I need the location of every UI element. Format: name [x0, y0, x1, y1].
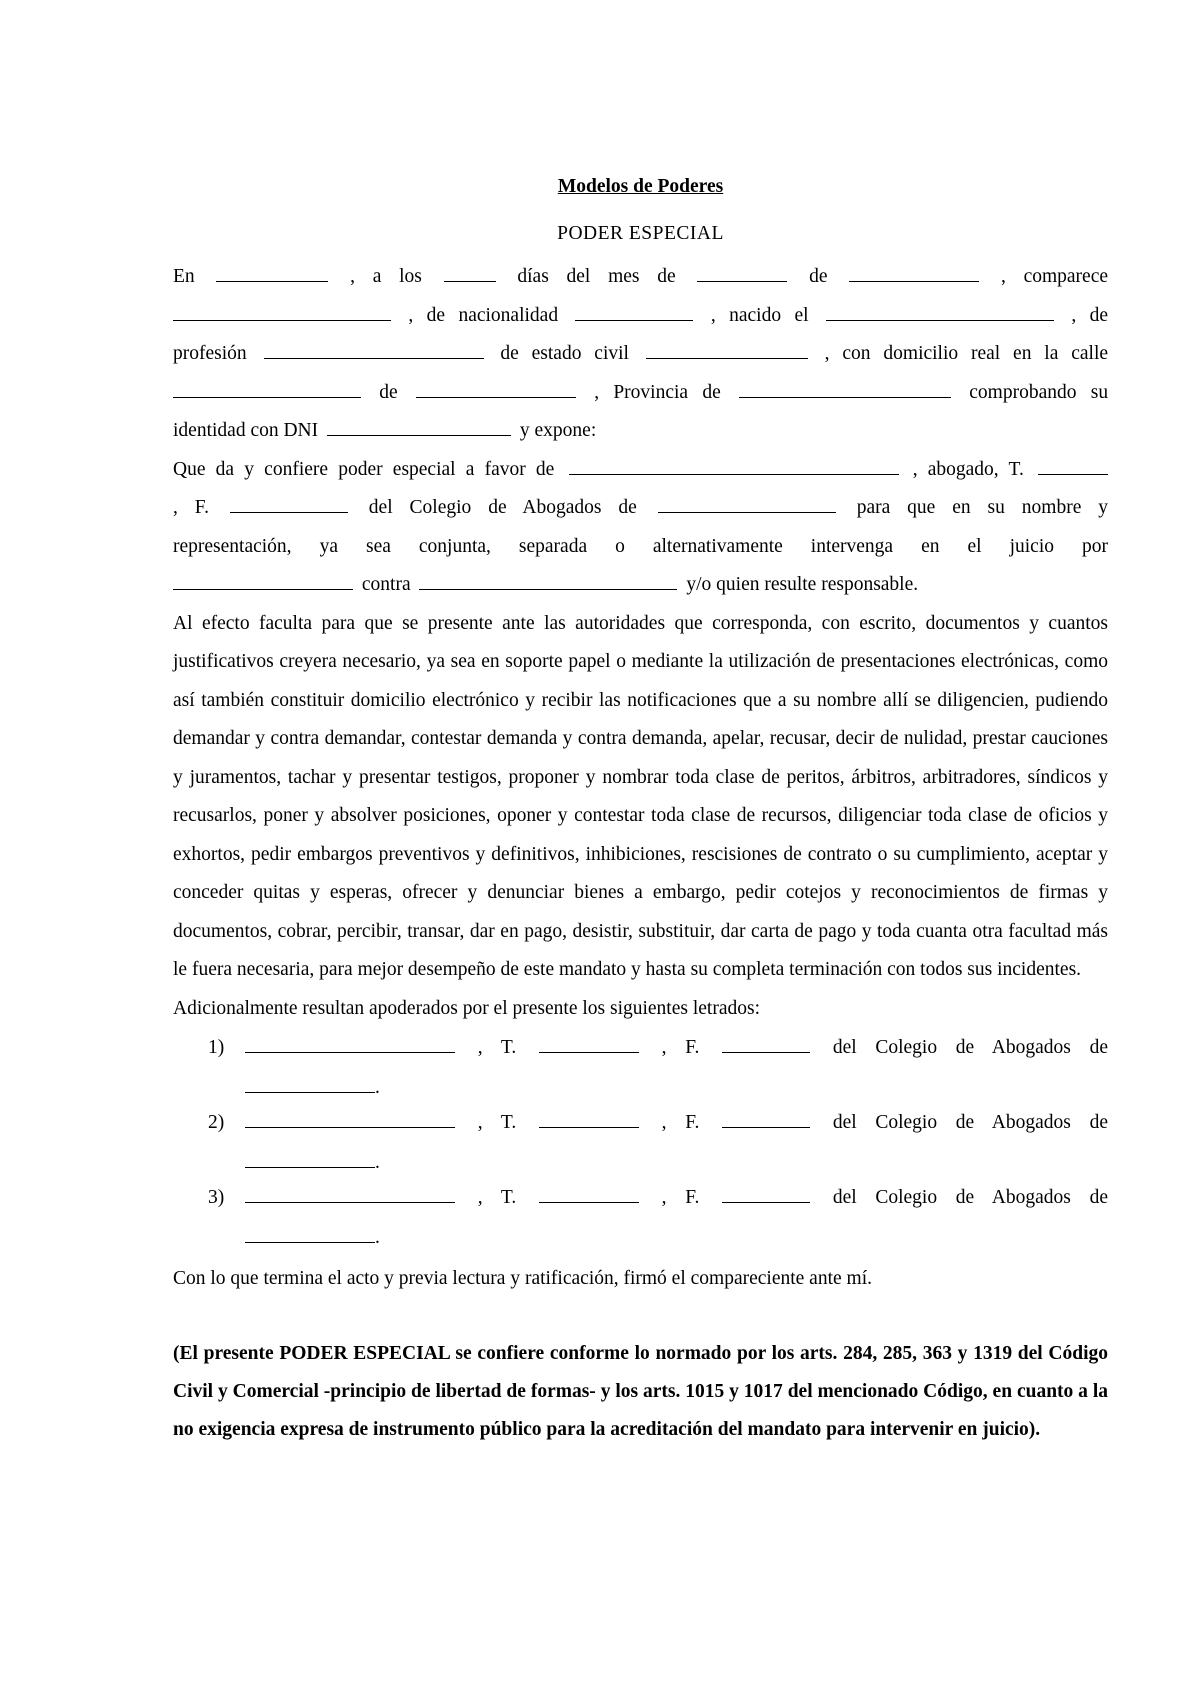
blank-letrado-t[interactable] — [539, 1111, 639, 1128]
text-f: , F. — [173, 497, 209, 518]
text-de: , de — [1071, 304, 1109, 326]
list-item: 2) , T. , F. del Colegio de Abogados de . — [173, 1103, 1108, 1183]
blank-letrado-f[interactable] — [722, 1111, 810, 1128]
legal-note: (El presente PODER ESPECIAL se confiere conforme lo normado por los arts. 284, 285, 363 y 1319 del Código Civil y Comercial -principio de libertad de formas- y los arts. 1015 y 1017 del mencionado Código, en cuanto a la no exigencia expresa de instrumento público para la acreditación del mandato para intervenir en juicio). — [173, 1342, 1108, 1440]
blank-dni[interactable] — [327, 419, 511, 436]
blank-letrado-colegio[interactable] — [245, 1076, 375, 1093]
text-de: de — [809, 266, 828, 287]
text-a-los: , a los — [350, 266, 422, 287]
intro-line-4 — [173, 374, 1108, 413]
blank-colegio[interactable] — [658, 496, 836, 513]
text-f: , F. — [661, 1187, 700, 1208]
text-t: , T. — [477, 1187, 517, 1208]
adicional-text: Adicionalmente resultan apoderados por el presente los siguientes letrados: — [173, 997, 760, 1019]
blank-civil-status[interactable] — [646, 342, 808, 359]
blank-year[interactable] — [849, 265, 979, 282]
text-colegio: del Colegio de Abogados de — [832, 1037, 1108, 1058]
text-t: , T. — [477, 1112, 517, 1133]
text-de: de — [379, 381, 398, 403]
intro-line-3 — [173, 335, 1108, 374]
list-item: 1) , T. , F. del Colegio de Abogados de . — [173, 1028, 1108, 1108]
text-colegio: del Colegio de Abogados de — [832, 1112, 1108, 1133]
favor-line-1 — [173, 451, 1108, 490]
text-colegio: del Colegio de Abogados de — [368, 497, 637, 518]
blank-letrado-f[interactable] — [722, 1186, 810, 1203]
intro-line-1 — [173, 258, 1108, 297]
list-item: 3) , T. , F. del Colegio de Abogados de . — [173, 1178, 1108, 1258]
blank-nationality[interactable] — [575, 304, 693, 321]
text-dias: días del mes de — [517, 266, 676, 287]
document-title: Modelos de Poderes — [557, 176, 724, 197]
text-para: para que en su nombre y — [856, 497, 1109, 518]
blank-name[interactable] — [173, 304, 391, 321]
list-number: 1) — [208, 1037, 225, 1058]
text-contra: contra — [361, 574, 411, 595]
text-expone: y expone: — [519, 420, 597, 441]
blank-letrado-colegio[interactable] — [245, 1226, 375, 1243]
text-nacionalidad: , de nacionalidad — [408, 304, 559, 326]
blank-place[interactable] — [216, 265, 328, 282]
blank-lawyer-t[interactable] — [1038, 458, 1108, 475]
blank-case[interactable] — [173, 573, 353, 590]
blank-letrado-colegio[interactable] — [245, 1151, 375, 1168]
text-identidad: identidad con DNI — [173, 420, 319, 441]
blank-letrado-t[interactable] — [539, 1186, 639, 1203]
intro-line-2 — [173, 297, 1108, 336]
document-page — [173, 150, 1108, 1449]
blank-letrado-name[interactable] — [245, 1111, 455, 1128]
text-profesion: profesión — [173, 343, 247, 364]
favor-line-4 — [173, 566, 1108, 605]
blank-profession[interactable] — [264, 342, 484, 359]
list-number: 3) — [208, 1187, 225, 1208]
blank-against[interactable] — [419, 573, 677, 590]
favor-line-3: representación, ya sea conjunta, separada o alternativamente intervenga en el juicio por — [173, 535, 1108, 557]
text-responsable: y/o quien resulte responsable. — [686, 574, 919, 595]
favor-paragraph — [173, 451, 1108, 605]
intro-line-5 — [173, 412, 1108, 451]
text-f: , F. — [661, 1112, 700, 1133]
text-abogado: , abogado, T. — [912, 458, 1024, 480]
list-number: 2) — [208, 1112, 225, 1133]
blank-street[interactable] — [173, 381, 361, 398]
blank-letrado-f[interactable] — [722, 1036, 810, 1053]
text-que-da: Que da y confiere poder especial a favor de — [173, 458, 555, 480]
blank-letrado-name[interactable] — [245, 1186, 455, 1203]
text-comparece: , comparece — [1000, 266, 1109, 287]
favor-line-2 — [173, 489, 1108, 528]
blank-month[interactable] — [697, 265, 787, 282]
document-subtitle: PODER ESPECIAL — [557, 223, 724, 244]
text-nacido: , nacido el — [710, 304, 809, 326]
text-provincia: , Provincia de — [594, 381, 721, 403]
text-estado-civil: de estado civil — [500, 343, 629, 364]
blank-province[interactable] — [739, 381, 951, 398]
blank-day[interactable] — [444, 265, 496, 282]
text-t: , T. — [477, 1037, 517, 1058]
blank-lawyer-f[interactable] — [230, 496, 348, 513]
text-comprobando: comprobando su — [969, 381, 1109, 403]
intro-paragraph — [173, 258, 1108, 451]
text-domicilio: , con domicilio real en la calle — [824, 343, 1109, 364]
letrados-list — [173, 1028, 1108, 1258]
blank-letrado-t[interactable] — [539, 1036, 639, 1053]
faculta-paragraph: Al efecto faculta para que se presente ante las autoridades que corresponda, con escrito, documentos y cuantos justificativos creyera necesario, ya sea en soporte papel o mediante la utilización de presentaciones electrónicas, como así también constituir domicilio electrónico y recibir las notificaciones que a su nombre allí se diligencien, pudiendo demandar y contra demandar, contestar demanda y contra demanda, apelar, recusar, decir de nulidad, prestar cauciones y juramentos, tachar y presentar testigos, proponer y nombrar toda clase de peritos, árbitros, arbitradores, síndicos y recusarlos, poner y absolver posiciones, oponer y contestar toda clase de recursos, diligenciar toda clase de oficios y exhortos, pedir embargos preventivos y definitivos, inhibiciones, rescisiones de contrato o su cumplimiento, aceptar y conceder quitas y esperas, ofrecer y denunciar bienes a embargo, pedir cotejos y reconocimientos de firmas y documentos, cobrar, percibir, transar, dar en pago, desistir, substituir, dar carta de pago y toda cuanta otra facultad más le fuera necesaria, para mejor desempeño de este mandato y hasta su completa terminación con todos sus incidentes. — [173, 612, 1108, 980]
blank-city[interactable] — [416, 381, 576, 398]
blank-lawyer-name[interactable] — [569, 458, 899, 475]
blank-birthdate[interactable] — [826, 304, 1054, 321]
text-colegio: del Colegio de Abogados de — [832, 1187, 1108, 1208]
text-f: , F. — [661, 1037, 700, 1058]
blank-letrado-name[interactable] — [245, 1036, 455, 1053]
text-en: En — [173, 266, 195, 287]
closing-text: Con lo que termina el acto y previa lectura y ratificación, firmó el compareciente ante mí. — [173, 1268, 872, 1289]
